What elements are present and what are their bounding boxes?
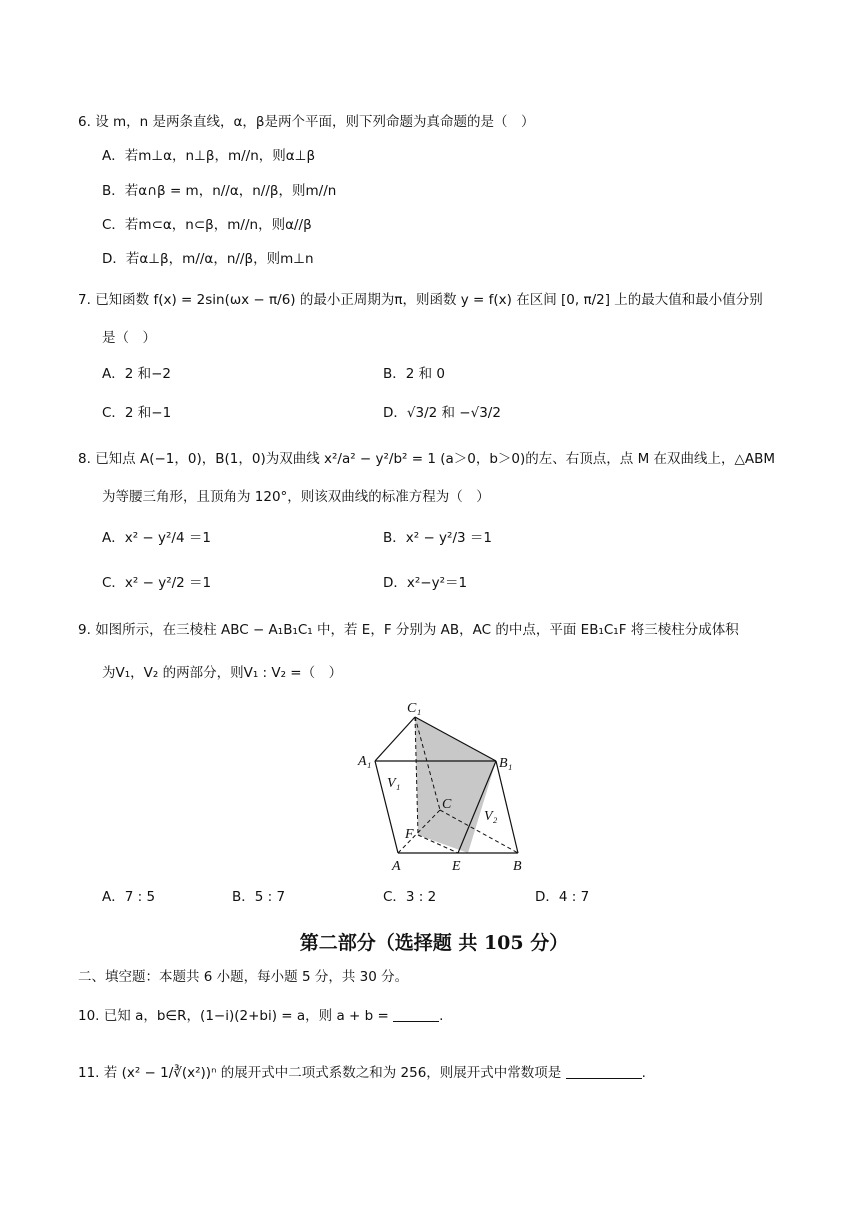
- option-d: D．若α⊥β，m//α，n//β，则m⊥n: [102, 251, 314, 267]
- option-b: B．x² − y²/3 ＝1: [383, 530, 492, 546]
- question-8: [78, 449, 775, 469]
- label-f: F: [405, 827, 414, 842]
- section-title: 第二部分（选择题 共 105 分）: [299, 932, 569, 954]
- question-number: 8.: [78, 451, 91, 467]
- question-number: 11.: [78, 1065, 100, 1081]
- option-c: C．3 : 2: [383, 889, 437, 905]
- question-stem: 已知函数 f(x) = 2sin(ωx − π/6) 的最小正周期为π，则函数 y = f(x) 在区间 [0, π/2] 上的最大值和最小值分别: [95, 292, 763, 308]
- question-number: 6.: [78, 114, 91, 130]
- question-6: [78, 112, 535, 132]
- answer-blank[interactable]: [393, 1007, 439, 1022]
- option-d: D．x²−y²＝1: [383, 575, 468, 591]
- label-a: A: [392, 859, 401, 874]
- question-stem-continued: 为V₁，V₂ 的两部分，则V₁ : V₂ =（ ）: [102, 665, 343, 681]
- edge-b1-b: [496, 761, 518, 853]
- question-10: [78, 1006, 443, 1026]
- question-stem-continued: 是（ ）: [102, 330, 156, 346]
- question-stem-continued: 为等腰三角形，且顶角为 120°，则该双曲线的标准方程为（ ）: [102, 489, 490, 505]
- answer-blank[interactable]: [566, 1064, 642, 1079]
- edge-c1-a1: [375, 717, 415, 761]
- label-c1: C₁: [407, 701, 422, 716]
- question-stem: 已知 a，b∈R，(1−i)(2+bi) = a，则 a + b =: [103, 1008, 389, 1024]
- question-7: [78, 290, 763, 310]
- period: .: [439, 1008, 444, 1024]
- label-e: E: [452, 859, 461, 874]
- option-c: C．2 和−1: [102, 405, 172, 421]
- option-a: A．x² − y²/4 ＝1: [102, 530, 211, 546]
- label-v1: V₁: [387, 776, 401, 791]
- question-number: 7.: [78, 292, 91, 308]
- option-d: D．4 : 7: [535, 889, 590, 905]
- question-stem: 已知点 A(−1，0)，B(1，0)为双曲线 x²/a² − y²/b² = 1 (a＞0，b＞0)的左、右顶点，点 M 在双曲线上，△ABM: [95, 451, 776, 467]
- option-d: D．√3/2 和 −√3/2: [383, 405, 501, 421]
- question-stem: 设 m，n 是两条直线，α，β是两个平面，则下列命题为真命题的是（ ）: [95, 114, 535, 130]
- question-stem: 若 (x² − 1/∛(x²))ⁿ 的展开式中二项式系数之和为 256，则展开式中常数项是: [103, 1065, 562, 1081]
- label-v2: V₂: [484, 809, 498, 824]
- question-number: 9.: [78, 622, 91, 638]
- option-a: A．2 和−2: [102, 366, 172, 382]
- fill-in-header: 二、填空题：本题共 6 小题，每小题 5 分，共 30 分。: [78, 969, 409, 985]
- option-a: A．7 : 5: [102, 889, 156, 905]
- prism-figure: [350, 695, 540, 880]
- label-b: B: [513, 859, 522, 874]
- period: .: [641, 1065, 646, 1081]
- option-b: B．2 和 0: [383, 366, 446, 382]
- option-b: B．5 : 7: [232, 889, 286, 905]
- option-a: A．若m⊥α，n⊥β，m//n，则α⊥β: [102, 148, 316, 164]
- question-11: [78, 1063, 646, 1083]
- edge-a1-a: [375, 761, 401, 853]
- option-c: C．若m⊂α，n⊂β，m//n，则α//β: [102, 217, 312, 233]
- question-stem: 如图所示，在三棱柱 ABC − A₁B₁C₁ 中，若 E，F 分别为 AB，AC 的中点，平面 EB₁C₁F 将三棱柱分成体积: [95, 622, 739, 638]
- label-b1: B₁: [499, 756, 513, 771]
- option-b: B．若α∩β = m，n//α，n//β，则m//n: [102, 183, 337, 199]
- label-a1: A₁: [358, 754, 372, 769]
- question-9: [78, 620, 739, 640]
- label-c: C: [442, 797, 452, 812]
- question-number: 10.: [78, 1008, 100, 1024]
- option-c: C．x² − y²/2 ＝1: [102, 575, 212, 591]
- section-plane-shading: [415, 717, 496, 853]
